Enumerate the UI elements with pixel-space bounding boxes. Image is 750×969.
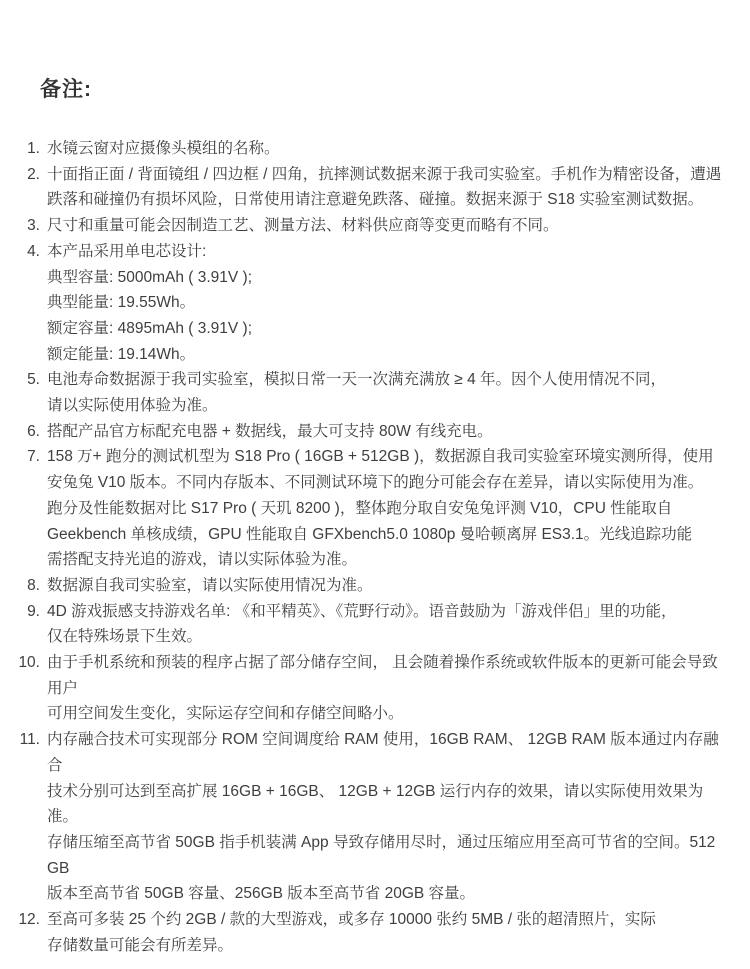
note-line: Geekbench 单核成绩，GPU 性能取自 GFXbench5.0 1080p 曼哈顿离屏 ES3.1。光线追踪功能 bbox=[47, 525, 693, 543]
note-item bbox=[0, 239, 722, 368]
note-item bbox=[0, 650, 722, 727]
note-number: 7. bbox=[27, 448, 40, 466]
note-body bbox=[47, 136, 722, 162]
note-line: 请以实际使用体验为准。 bbox=[47, 397, 218, 415]
note-body bbox=[47, 727, 722, 907]
note-number: 5. bbox=[27, 371, 40, 389]
note-body bbox=[47, 419, 722, 445]
note-item bbox=[0, 727, 722, 907]
note-line: 仅在特殊场景下生效。 bbox=[47, 628, 203, 646]
page-title: 备注: bbox=[40, 78, 92, 101]
note-line: 由于手机系统和预装的程序占据了部分储存空间， 且会随着操作系统或软件版本的更新可能会导致用户 bbox=[47, 654, 718, 697]
note-line: 额定能量: 19.14Wh。 bbox=[47, 345, 196, 363]
note-number: 8. bbox=[27, 576, 40, 594]
note-line: 可用空间发生变化，实际运存空间和存储空间略小。 bbox=[47, 705, 404, 723]
note-line: 4D 游戏振感支持游戏名单: 《和平精英》、《荒野行动》。语音鼓励为「游戏伴侣」里的功能， bbox=[47, 602, 677, 620]
note-line: 本产品采用单电芯设计: bbox=[47, 242, 207, 260]
note-body bbox=[47, 907, 722, 958]
note-body bbox=[47, 239, 722, 368]
note-number: 12. bbox=[18, 911, 40, 929]
note-line: 安兔兔 V10 版本。不同内存版本、不同测试环境下的跑分可能会存在差异，请以实际使用为准。 bbox=[47, 474, 704, 492]
note-line: 技术分别可达到至高扩展 16GB + 16GB、 12GB + 12GB 运行内存的效果，请以实际使用效果为准。 bbox=[47, 782, 704, 826]
note-line: 跑分及性能数据对比 S17 Pro ( 天玑 8200 )，整体跑分取自安兔兔评测 V10，CPU 性能取自 bbox=[47, 499, 673, 517]
note-item bbox=[0, 367, 722, 418]
note-item bbox=[0, 444, 722, 573]
note-line: 至高可多装 25 个约 2GB / 款的大型游戏，或多存 10000 张约 5MB / 张的超清照片，实际 bbox=[47, 911, 656, 929]
note-body bbox=[47, 573, 722, 599]
note-body bbox=[47, 650, 722, 727]
note-item bbox=[0, 573, 722, 599]
note-line: 跌落和碰撞仍有损坏风险，日常使用请注意避免跌落、碰撞。数据来源于 S18 实验室测试数据。 bbox=[47, 191, 704, 209]
note-number: 1. bbox=[27, 140, 40, 157]
note-line: 搭配产品官方标配充电器 + 数据线，最大可支持 80W 有线充电。 bbox=[47, 422, 493, 440]
note-line: 需搭配支持光追的游戏，请以实际体验为准。 bbox=[47, 551, 358, 569]
note-line: 存储压缩至高节省 50GB 指手机装满 App 导致存储用尽时，通过压缩应用至高可节省的空间。512GB bbox=[47, 833, 716, 877]
note-item bbox=[0, 907, 722, 958]
note-body bbox=[47, 599, 722, 650]
note-number: 11. bbox=[19, 731, 40, 749]
note-number: 9. bbox=[27, 602, 40, 620]
note-item bbox=[0, 419, 722, 445]
note-body bbox=[47, 444, 722, 573]
note-number: 4. bbox=[27, 242, 40, 260]
note-line: 尺寸和重量可能会因制造工艺、测量方法、材料供应商等变更而略有不同。 bbox=[47, 217, 559, 235]
note-item bbox=[0, 599, 722, 650]
note-line: 数据源自我司实验室，请以实际使用情况为准。 bbox=[47, 576, 373, 594]
note-line: 内存融合技术可实现部分 ROM 空间调度给 RAM 使用，16GB RAM、 12GB RAM 版本通过内存融合 bbox=[47, 731, 719, 774]
note-line: 十面指正面 / 背面镜组 / 四边框 / 四角，抗摔测试数据来源于我司实验室。手机作为精密设备，遭遇 bbox=[47, 165, 722, 183]
note-line: 典型能量: 19.55Wh。 bbox=[47, 294, 196, 312]
note-item bbox=[0, 162, 722, 213]
note-item bbox=[0, 213, 722, 239]
notes-list bbox=[0, 136, 722, 959]
note-number: 6. bbox=[27, 422, 40, 440]
note-number: 2. bbox=[27, 165, 40, 183]
note-line: 存储数量可能会有所差异。 bbox=[47, 936, 234, 954]
note-number: 10. bbox=[18, 654, 40, 672]
note-body bbox=[47, 162, 722, 213]
note-line: 典型容量: 5000mAh ( 3.91V ); bbox=[47, 268, 253, 286]
note-line: 电池寿命数据源于我司实验室，模拟日常一天一次满充满放 ≥ 4 年。因个人使用情况不同， bbox=[47, 371, 667, 389]
note-body bbox=[47, 213, 722, 239]
note-item bbox=[0, 136, 722, 162]
note-line: 额定容量: 4895mAh ( 3.91V ); bbox=[47, 319, 253, 337]
note-line: 水镜云窗对应摄像头模组的名称。 bbox=[47, 140, 280, 157]
note-body bbox=[47, 367, 722, 418]
note-number: 3. bbox=[27, 217, 40, 235]
note-line: 158 万+ 跑分的测试机型为 S18 Pro ( 16GB + 512GB )，数据源自我司实验室环境实测所得，使用 bbox=[47, 448, 714, 466]
note-line: 版本至高节省 50GB 容量、256GB 版本至高节省 20GB 容量。 bbox=[47, 885, 476, 903]
